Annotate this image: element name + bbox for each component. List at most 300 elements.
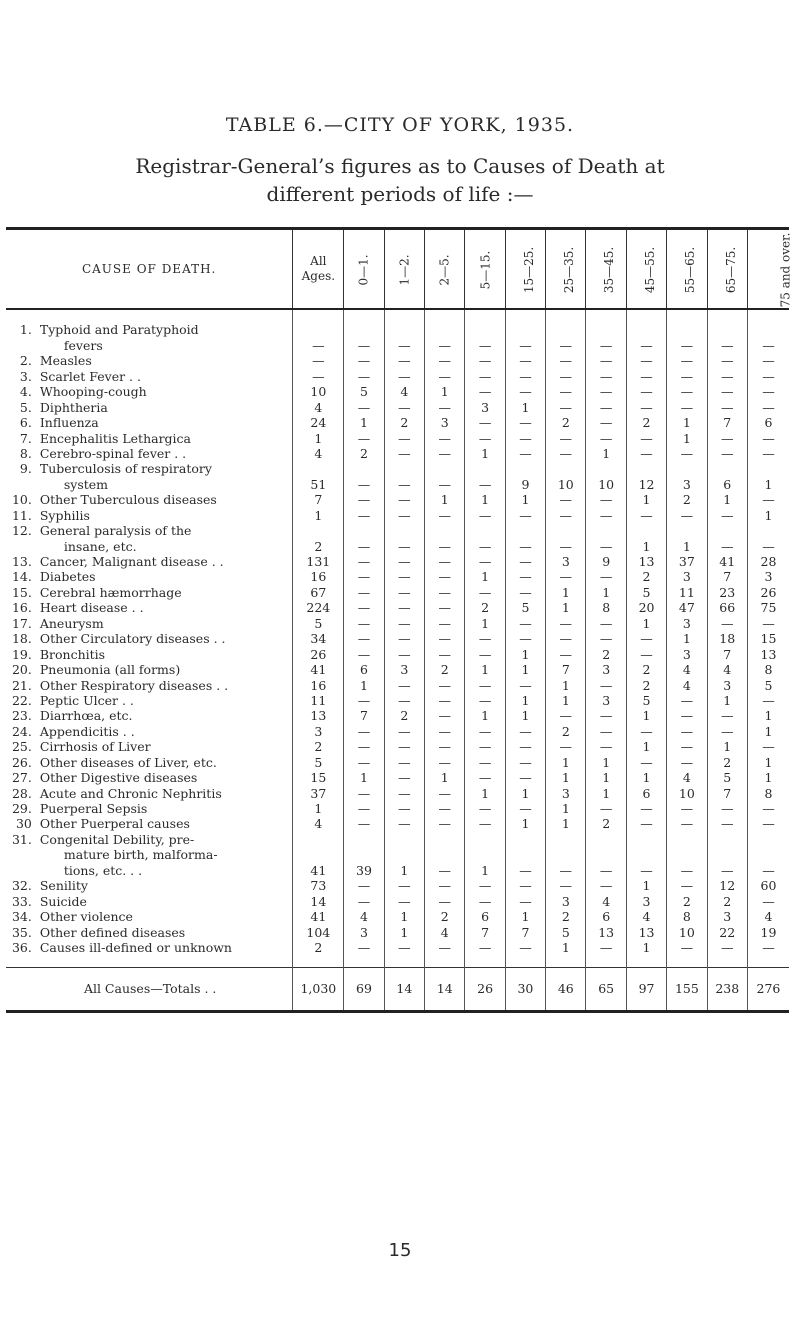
age-value xyxy=(384,309,424,337)
age-value: 1 xyxy=(546,693,586,708)
age-value: — xyxy=(425,600,465,615)
age-value: — xyxy=(707,507,747,522)
age-value: 1 xyxy=(344,677,384,692)
age-value: — xyxy=(344,693,384,708)
table-row xyxy=(6,461,789,476)
table-row xyxy=(6,492,789,507)
age-value: — xyxy=(505,538,545,553)
age-value: — xyxy=(505,878,545,893)
age-value: — xyxy=(384,893,424,908)
total-value: 65 xyxy=(586,967,626,1011)
age-value: — xyxy=(505,862,545,877)
age-value: — xyxy=(384,723,424,738)
age-value xyxy=(546,523,586,538)
age-value: 9 xyxy=(586,554,626,569)
age-value: 7 xyxy=(707,415,747,430)
all-ages-header: All Ages. xyxy=(293,229,344,310)
row-number xyxy=(6,862,38,877)
age-value: 1 xyxy=(667,415,707,430)
all-ages-value: 4 xyxy=(293,399,344,414)
age-value: — xyxy=(465,507,505,522)
age-value: — xyxy=(586,384,626,399)
age-value: — xyxy=(626,801,666,816)
row-number: 17. xyxy=(11,615,32,631)
age-value xyxy=(667,461,707,476)
causes-of-death-table xyxy=(6,227,793,1013)
table-subtitle: Registrar-General’s figures as to Causes of Death at different periods of life :— xyxy=(135,154,665,206)
cause-name: Other Tuberculous diseases xyxy=(39,492,217,508)
age-value: — xyxy=(626,816,666,831)
cause-name: Diarrhœa, etc. xyxy=(39,708,133,724)
table-row xyxy=(6,600,789,615)
cause-name: Heart disease . . xyxy=(39,600,144,616)
table-row xyxy=(6,847,789,862)
age-value: 10 xyxy=(667,785,707,800)
age-value: — xyxy=(586,631,626,646)
age-value: — xyxy=(465,801,505,816)
all-ages-value xyxy=(293,523,344,538)
age-value: — xyxy=(667,816,707,831)
age-value: 2 xyxy=(384,708,424,723)
age-value: — xyxy=(747,816,789,831)
age-value: — xyxy=(667,384,707,399)
age-value: — xyxy=(465,770,505,785)
age-value: — xyxy=(505,739,545,754)
age-value: — xyxy=(465,538,505,553)
age-value: 8 xyxy=(667,909,707,924)
age-value: 6 xyxy=(707,476,747,491)
table-row xyxy=(6,893,789,908)
all-ages-value: 16 xyxy=(293,677,344,692)
age-value xyxy=(747,831,789,846)
age-value: — xyxy=(546,739,586,754)
age-value: — xyxy=(465,415,505,430)
age-value: — xyxy=(425,430,465,445)
age-value: — xyxy=(546,708,586,723)
all-ages-value: — xyxy=(293,368,344,383)
row-number: 9. xyxy=(19,461,32,477)
age-value: — xyxy=(546,337,586,352)
age-value: — xyxy=(384,770,424,785)
age-value: — xyxy=(425,862,465,877)
all-ages-value: 7 xyxy=(293,492,344,507)
total-value: 1,030 xyxy=(293,967,344,1011)
age-value: — xyxy=(465,584,505,599)
cause-name: Cirrhosis of Liver xyxy=(39,739,151,755)
all-ages-value: 73 xyxy=(293,878,344,893)
age-value: — xyxy=(425,353,465,368)
age-value: — xyxy=(465,940,505,955)
age-value xyxy=(747,461,789,476)
age-value: — xyxy=(384,801,424,816)
age-value xyxy=(344,309,384,337)
age-value: 1 xyxy=(384,924,424,939)
age-value: 1 xyxy=(626,878,666,893)
table-row xyxy=(6,399,789,414)
age-value: — xyxy=(384,554,424,569)
age-value: 1 xyxy=(465,615,505,630)
age-value: — xyxy=(586,337,626,352)
age-value xyxy=(505,461,545,476)
age-value xyxy=(465,523,505,538)
age-value: — xyxy=(465,646,505,661)
all-ages-value: 1 xyxy=(293,430,344,445)
age-value: 3 xyxy=(546,785,586,800)
spacer-cell xyxy=(425,955,465,968)
age-value: 1 xyxy=(707,693,747,708)
age-value: — xyxy=(425,677,465,692)
age-value: — xyxy=(505,384,545,399)
table-row xyxy=(6,770,789,785)
spacer-cell xyxy=(747,955,789,968)
age-header-label: 1—2. xyxy=(397,253,412,286)
age-value: — xyxy=(667,878,707,893)
age-value: 1 xyxy=(465,492,505,507)
age-value: — xyxy=(505,368,545,383)
age-value: — xyxy=(384,878,424,893)
all-ages-value: 14 xyxy=(293,893,344,908)
age-header-3 xyxy=(465,229,505,310)
table-row xyxy=(6,615,789,630)
all-ages-value: — xyxy=(293,353,344,368)
row-number: 33. xyxy=(11,893,32,909)
age-value xyxy=(626,831,666,846)
age-value: — xyxy=(546,368,586,383)
age-value: 3 xyxy=(667,646,707,661)
age-value: 5 xyxy=(626,584,666,599)
cause-name: Influenza xyxy=(39,415,99,431)
age-value: — xyxy=(344,723,384,738)
age-value: 2 xyxy=(384,415,424,430)
age-value: 2 xyxy=(667,492,707,507)
age-value: — xyxy=(425,615,465,630)
row-number: 20. xyxy=(11,662,32,678)
table-row xyxy=(6,476,789,491)
age-value: — xyxy=(384,492,424,507)
all-ages-value xyxy=(293,461,344,476)
cause-name: Suicide xyxy=(39,893,87,909)
age-value: 4 xyxy=(707,662,747,677)
age-value: 4 xyxy=(344,909,384,924)
table-row xyxy=(6,862,789,877)
age-value: — xyxy=(344,631,384,646)
age-value: — xyxy=(384,693,424,708)
age-value: — xyxy=(384,430,424,445)
row-number: 31. xyxy=(11,831,32,847)
age-value: — xyxy=(384,446,424,461)
table-row xyxy=(6,569,789,584)
age-value: — xyxy=(626,723,666,738)
age-value: — xyxy=(546,862,586,877)
age-value: — xyxy=(586,940,626,955)
spacer-cell xyxy=(344,955,384,968)
age-value: — xyxy=(747,862,789,877)
age-value: — xyxy=(546,353,586,368)
age-value: 1 xyxy=(626,770,666,785)
all-ages-value: 1 xyxy=(293,507,344,522)
age-value xyxy=(667,831,707,846)
cause-name: Cerebro-spinal fever . . xyxy=(39,445,187,461)
age-value: — xyxy=(667,446,707,461)
cause-name: Syphilis xyxy=(39,507,90,523)
age-value: — xyxy=(344,878,384,893)
cause-name: Measles xyxy=(39,353,92,369)
age-value: 1 xyxy=(546,816,586,831)
age-value: — xyxy=(344,554,384,569)
row-number xyxy=(6,538,38,553)
age-value: 2 xyxy=(465,600,505,615)
table-row xyxy=(6,523,789,538)
age-value xyxy=(465,831,505,846)
age-value: — xyxy=(425,754,465,769)
age-value: — xyxy=(747,940,789,955)
age-value: — xyxy=(667,862,707,877)
page-number: 15 xyxy=(388,1240,412,1261)
total-value: 69 xyxy=(344,967,384,1011)
row-number: 24. xyxy=(11,723,32,739)
table-row xyxy=(6,554,789,569)
age-value: 1 xyxy=(707,492,747,507)
age-header-0 xyxy=(344,229,384,310)
header-row xyxy=(6,229,789,310)
age-value: 28 xyxy=(747,554,789,569)
cause-name: Other Circulatory diseases . . xyxy=(39,631,226,647)
age-value: — xyxy=(425,940,465,955)
row-number: 28. xyxy=(11,785,32,801)
age-value: — xyxy=(586,878,626,893)
age-value: — xyxy=(667,940,707,955)
age-value: — xyxy=(626,631,666,646)
row-number: 3. xyxy=(19,368,32,384)
row-number: 26. xyxy=(11,754,32,770)
age-value: — xyxy=(425,476,465,491)
age-value: 1 xyxy=(546,677,586,692)
age-value: — xyxy=(344,785,384,800)
age-value: — xyxy=(425,507,465,522)
age-value xyxy=(465,461,505,476)
cause-name: Other Respiratory diseases . . xyxy=(39,677,229,693)
age-value: 1 xyxy=(626,538,666,553)
age-value: 1 xyxy=(747,723,789,738)
age-value: — xyxy=(425,538,465,553)
age-header-label: 2—5. xyxy=(437,253,452,286)
age-value: — xyxy=(465,893,505,908)
age-value: — xyxy=(344,368,384,383)
all-ages-value: 2 xyxy=(293,538,344,553)
table-row xyxy=(6,708,789,723)
age-value: 2 xyxy=(667,893,707,908)
age-value: — xyxy=(505,337,545,352)
all-ages-value: 3 xyxy=(293,723,344,738)
age-value: — xyxy=(747,801,789,816)
table-row xyxy=(6,831,789,846)
age-value: — xyxy=(586,415,626,430)
all-ages-value: 41 xyxy=(293,909,344,924)
all-ages-value: 13 xyxy=(293,708,344,723)
age-value: 5 xyxy=(344,384,384,399)
age-value: 8 xyxy=(747,662,789,677)
age-value: — xyxy=(747,739,789,754)
age-value: — xyxy=(546,446,586,461)
cause-name: Bronchitis xyxy=(39,646,106,662)
age-value: 1 xyxy=(505,816,545,831)
all-ages-value: 10 xyxy=(293,384,344,399)
age-value: — xyxy=(425,554,465,569)
row-number: 16. xyxy=(11,600,32,616)
table-row xyxy=(6,924,789,939)
spacer-row xyxy=(6,955,789,968)
age-value: — xyxy=(465,353,505,368)
cause-name: fevers xyxy=(63,337,103,353)
row-number: 14. xyxy=(11,569,32,585)
age-value: — xyxy=(586,368,626,383)
all-ages-value xyxy=(293,831,344,846)
age-value: — xyxy=(505,940,545,955)
row-number: 10. xyxy=(11,492,32,508)
age-value: 1 xyxy=(546,940,586,955)
age-value: — xyxy=(586,538,626,553)
age-value: 1 xyxy=(384,909,424,924)
age-value: — xyxy=(747,353,789,368)
row-number: 6. xyxy=(19,415,32,431)
age-value: 1 xyxy=(344,415,384,430)
age-value: — xyxy=(384,785,424,800)
spacer-cell xyxy=(6,955,38,968)
age-value: — xyxy=(344,893,384,908)
age-value: 9 xyxy=(505,476,545,491)
table-row xyxy=(6,631,789,646)
age-value: 39 xyxy=(344,862,384,877)
age-value: — xyxy=(667,801,707,816)
row-number: 15. xyxy=(11,584,32,600)
table-row xyxy=(6,677,789,692)
age-value: 1 xyxy=(505,646,545,661)
age-value: — xyxy=(505,893,545,908)
age-value: — xyxy=(425,785,465,800)
age-value: — xyxy=(707,368,747,383)
spacer-cell xyxy=(626,955,666,968)
all-ages-value: 11 xyxy=(293,693,344,708)
age-value xyxy=(505,831,545,846)
all-ages-value: 67 xyxy=(293,584,344,599)
age-value: 3 xyxy=(667,476,707,491)
age-value xyxy=(586,831,626,846)
age-value: 2 xyxy=(425,662,465,677)
age-value: 1 xyxy=(425,770,465,785)
age-value: 2 xyxy=(626,677,666,692)
all-ages-value xyxy=(293,847,344,862)
age-value: 1 xyxy=(465,569,505,584)
age-value: — xyxy=(384,816,424,831)
age-value: 1 xyxy=(586,754,626,769)
age-value: 1 xyxy=(626,615,666,630)
age-value: — xyxy=(425,337,465,352)
age-value: 1 xyxy=(586,584,626,599)
age-value: 4 xyxy=(667,677,707,692)
table-row xyxy=(6,538,789,553)
age-value: — xyxy=(586,615,626,630)
age-value: 20 xyxy=(626,600,666,615)
table-row xyxy=(6,415,789,430)
age-value: 2 xyxy=(425,909,465,924)
age-value: — xyxy=(425,569,465,584)
all-ages-value: 5 xyxy=(293,615,344,630)
all-ages-value: 41 xyxy=(293,862,344,877)
all-ages-value: 4 xyxy=(293,446,344,461)
age-value: — xyxy=(465,631,505,646)
age-value: — xyxy=(384,739,424,754)
age-value: — xyxy=(667,337,707,352)
age-value: 1 xyxy=(747,476,789,491)
all-ages-value: 131 xyxy=(293,554,344,569)
age-value: — xyxy=(344,646,384,661)
total-value: 30 xyxy=(505,967,545,1011)
age-value: — xyxy=(747,430,789,445)
age-value: 18 xyxy=(707,631,747,646)
age-value: — xyxy=(505,615,545,630)
age-value: 3 xyxy=(747,569,789,584)
age-value: — xyxy=(505,507,545,522)
table-row xyxy=(6,430,789,445)
age-value: 7 xyxy=(546,662,586,677)
age-value: — xyxy=(425,399,465,414)
age-value: — xyxy=(707,801,747,816)
age-value: — xyxy=(465,554,505,569)
age-value: — xyxy=(344,615,384,630)
age-value: 2 xyxy=(626,662,666,677)
age-value: — xyxy=(505,446,545,461)
age-value: — xyxy=(384,337,424,352)
age-value: — xyxy=(465,816,505,831)
age-value: — xyxy=(384,569,424,584)
age-value: — xyxy=(626,368,666,383)
row-number: 36. xyxy=(11,939,32,955)
age-value: — xyxy=(667,708,707,723)
age-value: — xyxy=(707,353,747,368)
age-value: — xyxy=(707,816,747,831)
age-value: — xyxy=(425,723,465,738)
age-value: — xyxy=(707,430,747,445)
age-value: — xyxy=(384,646,424,661)
age-value: 8 xyxy=(586,600,626,615)
age-value: 3 xyxy=(465,399,505,414)
age-value: 3 xyxy=(707,677,747,692)
cause-name: Other defined diseases xyxy=(39,924,186,940)
age-value: 1 xyxy=(505,909,545,924)
age-value: 7 xyxy=(465,924,505,939)
age-value: 4 xyxy=(667,770,707,785)
age-value: 4 xyxy=(747,909,789,924)
age-value: 4 xyxy=(586,893,626,908)
cause-name: Puerperal Sepsis xyxy=(39,801,148,816)
cause-name: Peptic Ulcer . . xyxy=(39,692,134,708)
total-value: 14 xyxy=(425,967,465,1011)
table-row xyxy=(6,693,789,708)
age-value xyxy=(586,523,626,538)
age-value xyxy=(626,309,666,337)
age-value xyxy=(667,847,707,862)
age-value: — xyxy=(747,693,789,708)
total-value: 238 xyxy=(707,967,747,1011)
age-value: 1 xyxy=(586,446,626,461)
spacer-cell xyxy=(38,955,293,968)
age-value xyxy=(344,831,384,846)
all-ages-value: 4 xyxy=(293,816,344,831)
age-value xyxy=(546,461,586,476)
table-row xyxy=(6,384,789,399)
age-value: — xyxy=(425,446,465,461)
table-body xyxy=(6,309,789,1011)
